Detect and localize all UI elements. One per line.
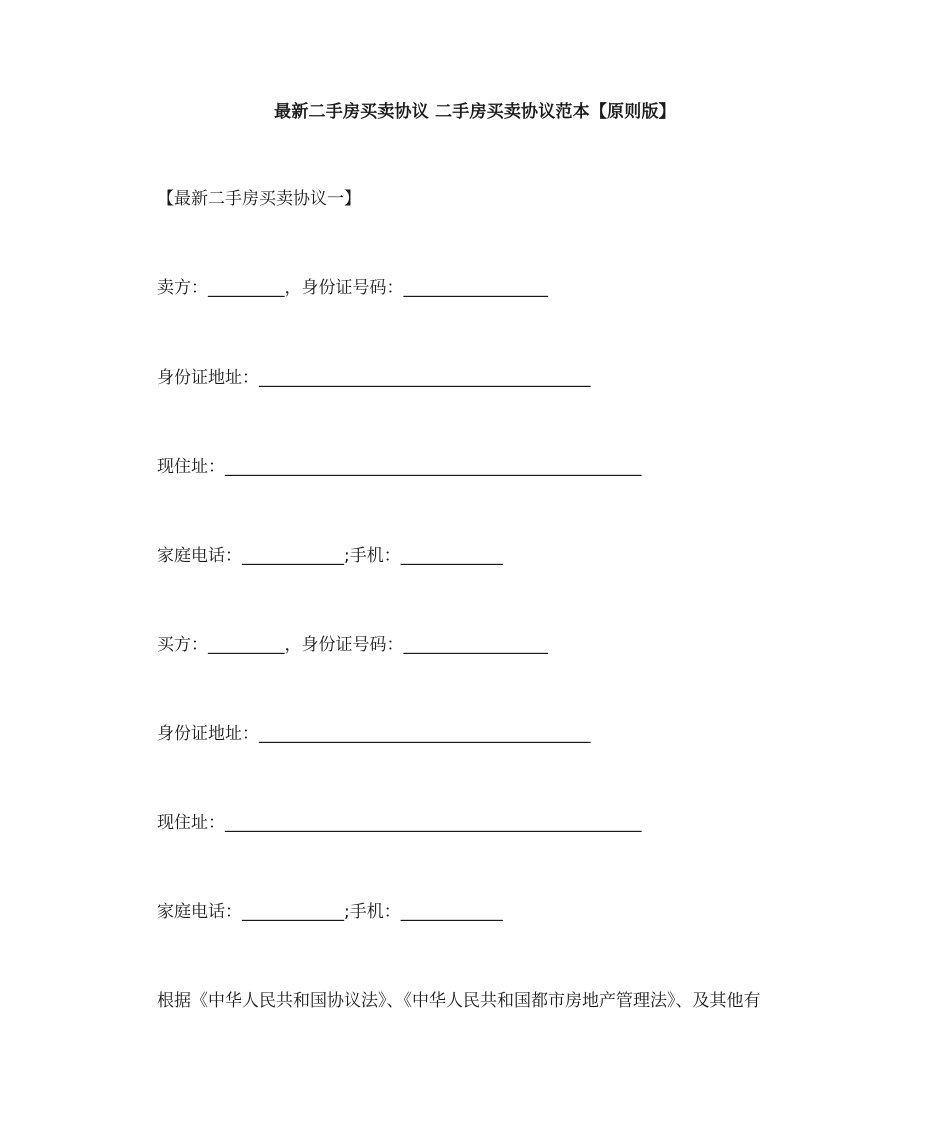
document-title: 最新二手房买卖协议 二手房买卖协议范本【原则版】 [274, 102, 676, 122]
seller-name-id-line: 卖方：_________，身份证号码：_________________ [157, 278, 548, 298]
buyer-id-address-line: 身份证地址：_______________________________________ [157, 724, 591, 744]
section-heading: 【最新二手房买卖协议一】 [157, 189, 361, 209]
body-paragraph: 根据《中华人民共和国协议法》、《中华人民共和国都市房地产管理法》、及其他有 [157, 991, 761, 1011]
seller-id-address-line: 身份证地址：_______________________________________ [157, 368, 591, 388]
buyer-phone-line: 家庭电话：____________;手机：____________ [157, 902, 503, 922]
buyer-current-address-line: 现住址：_________________________________________________ [157, 813, 642, 833]
seller-phone-line: 家庭电话：____________;手机：____________ [157, 546, 503, 566]
buyer-name-id-line: 买方：_________，身份证号码：_________________ [157, 635, 548, 655]
seller-current-address-line: 现住址：_________________________________________________ [157, 457, 642, 477]
